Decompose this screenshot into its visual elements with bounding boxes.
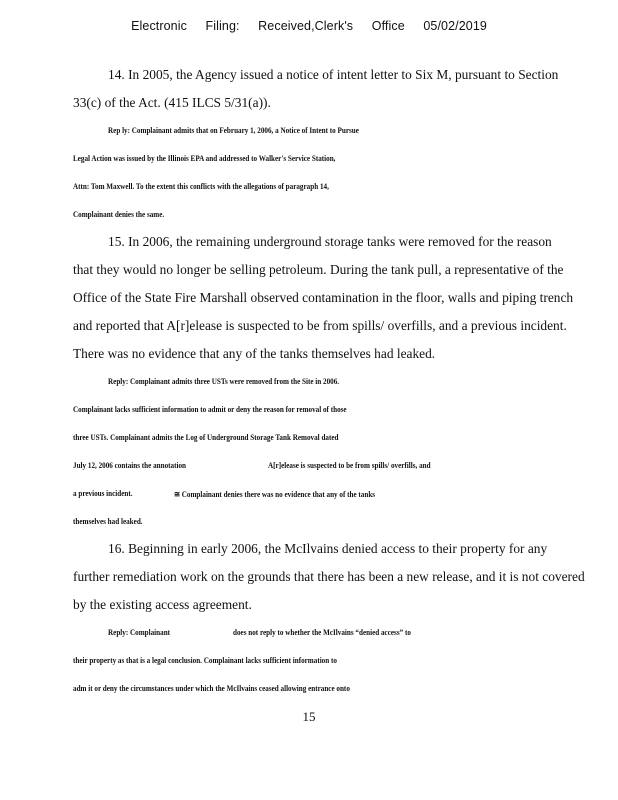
reply16-line1b: does not reply to whether the McIlvains “denied access” to xyxy=(233,628,411,637)
para14-line2: 33(c) of the Act. (415 ILCS 5/31(a)). xyxy=(73,95,271,110)
para15-line4: and reported that A[r]elease is suspected to be from spills/ overfills, and a previous incident. xyxy=(73,318,567,333)
para16-line1: 16. Beginning in early 2006, the McIlvains denied access to their property for any xyxy=(108,541,548,556)
reply15-line5a: a previous incident. xyxy=(73,489,133,498)
reply15-line2: Complainant lacks sufficient information to admit or deny the reason for removal of those xyxy=(73,405,347,414)
reply15-line5b: ≅ Complainant denies there was no evidence that any of the tanks xyxy=(174,490,376,499)
para16-line3: by the existing access agreement. xyxy=(73,597,252,612)
reply14-line4: Complainant denies the same. xyxy=(73,210,165,219)
para15-line1: 15. In 2006, the remaining underground storage tanks were removed for the reason xyxy=(108,234,552,249)
reply16-line3: adm it or deny the circumstances under which the McIlvains ceased allowing entrance onto xyxy=(73,684,350,693)
filing-header xyxy=(0,19,618,33)
para15-line5: There was no evidence that any of the tanks themselves had leaked. xyxy=(73,346,436,361)
reply14-line1: Rep ly: Complainant admits that on February 1, 2006, a Notice of Intent to Pursue xyxy=(108,126,359,135)
header-filing: Filing: xyxy=(205,19,240,33)
reply15-line4a: July 12, 2006 contains the annotation xyxy=(73,461,186,470)
page-number: 15 xyxy=(302,709,316,724)
reply15-line3: three USTs. Complainant admits the Log of Underground Storage Tank Removal dated xyxy=(73,433,339,442)
reply15-line4b: A[r]elease is suspected to be from spills/ overfills, and xyxy=(268,461,431,470)
header-received: Received,Clerk's xyxy=(258,19,354,33)
reply16-line1a: Reply: Complainant xyxy=(108,628,171,637)
header-date: 05/02/2019 xyxy=(423,19,487,33)
para16-line2: further remediation work on the grounds that there has been a new release, and it is not covered xyxy=(73,569,585,584)
reply14-line2: Legal Action was issued by the Illinois EPA and addressed to Walker's Service Station, xyxy=(73,154,336,163)
para15-line2: that they would no longer be selling petroleum. During the tank pull, a representative of the xyxy=(73,262,564,277)
para15-line3: Office of the State Fire Marshall observed contamination in the floor, walls and piping trench xyxy=(73,290,574,305)
reply15-line6: themselves had leaked. xyxy=(73,517,143,526)
reply14-line3: Attn: Tom Maxwell. To the extent this conflicts with the allegations of paragraph 14, xyxy=(73,182,329,191)
header-electronic: Electronic xyxy=(131,19,187,33)
reply16-line2: their property as that is a legal conclusion. Complainant lacks sufficient information to xyxy=(73,656,337,665)
reply15-line1: Reply: Complainant admits three USTs were removed from the Site in 2006. xyxy=(108,377,340,386)
para14-line1: 14. In 2005, the Agency issued a notice of intent letter to Six M, pursuant to Section xyxy=(108,67,559,82)
header-office: Office xyxy=(371,19,405,33)
